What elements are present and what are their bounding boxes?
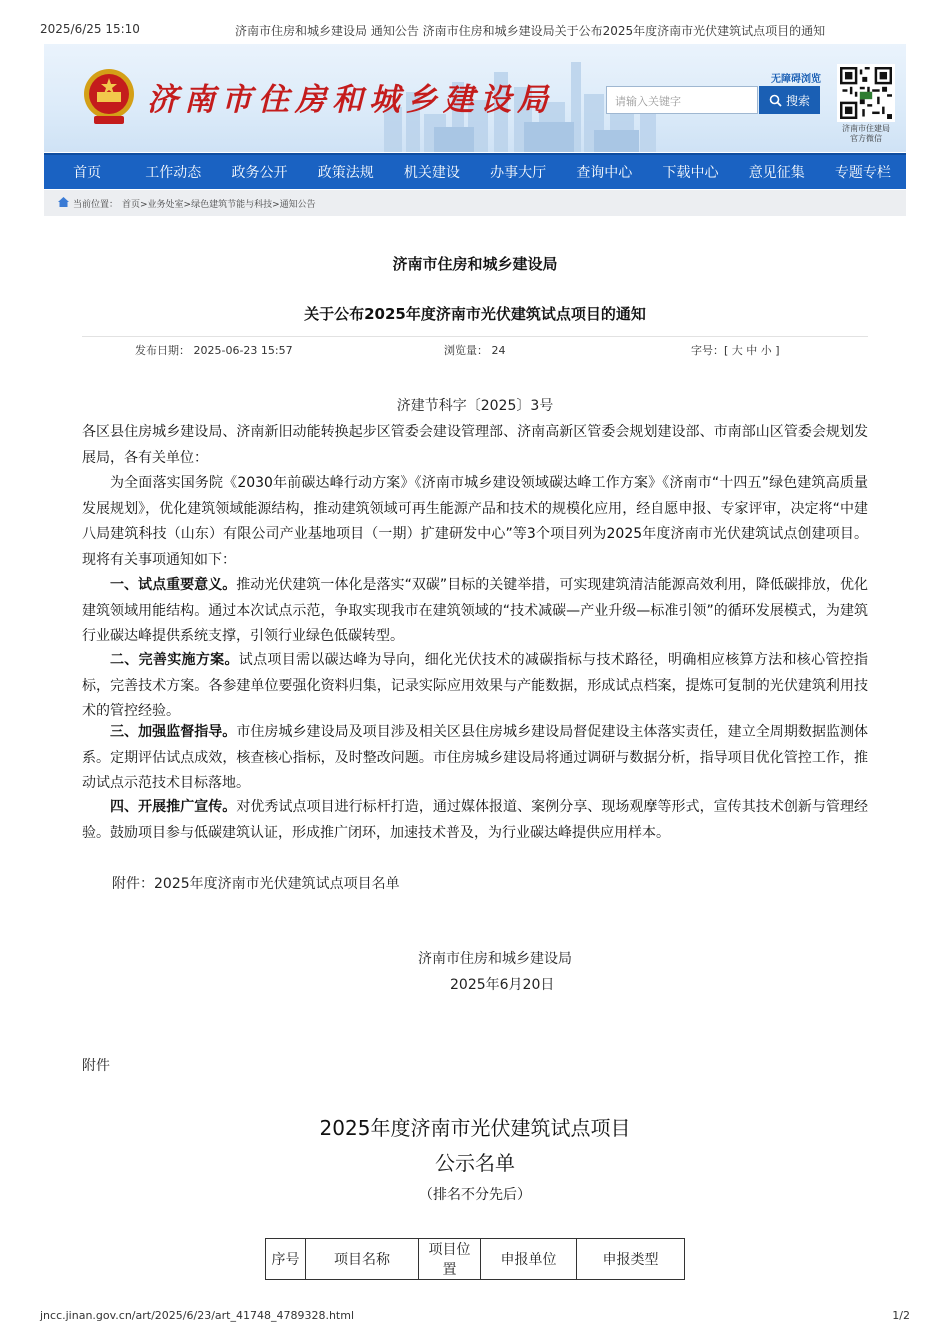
section-heading: 一、试点重要意义。 <box>110 577 237 593</box>
print-header <box>40 22 910 38</box>
attachment-list-title: 2025年度济南市光伏建筑试点项目 <box>319 1116 631 1140</box>
column-header-applicant: 申报单位 <box>481 1239 577 1280</box>
column-header-index: 序号 <box>266 1239 306 1280</box>
section-heading: 二、完善实施方案。 <box>110 652 239 668</box>
nav-item-download-center[interactable]: 下载中心 <box>662 165 719 181</box>
print-footer-url: jncc.jinan.gov.cn/art/2025/6/23/art_41748_4789328.html <box>40 1309 355 1322</box>
national-emblem-icon <box>82 66 136 126</box>
site-name-logo[interactable]: 济南市住房和城乡建设局 <box>147 82 554 118</box>
section-text: 对优秀试点项目进行标杆打造，通过媒体报道、案例分享、现场观摩等形式，宣传其技术创新与管理经验。鼓励项目参与低碳建筑认证，形成推广闭环，加速技术普及，为行业碳达峰提供应用样本。 <box>82 799 869 841</box>
print-page-title: 济南市住房和城乡建设局 通知公告 济南市住房和城乡建设局关于公布2025年度济南市光伏建筑试点项目的通知 <box>235 24 826 38</box>
document-number: 济建节科字〔2025〕3号 <box>396 398 554 414</box>
attachment-list-subtitle: 公示名单 <box>435 1151 515 1175</box>
breadcrumb-label: 当前位置： <box>73 200 119 210</box>
publish-date: 发布日期： 2025-06-23 15:57 <box>135 344 293 357</box>
nav-item-work-news[interactable]: 工作动态 <box>145 165 202 181</box>
search-input[interactable]: 请输入关键字 <box>606 86 758 114</box>
section-paragraph <box>82 648 868 725</box>
column-header-project-name: 项目名称 <box>306 1239 419 1280</box>
nav-item-special-topics[interactable]: 专题专栏 <box>834 165 891 181</box>
breadcrumb <box>44 190 906 216</box>
search-button[interactable] <box>759 86 820 114</box>
signature-org: 济南市住房和城乡建设局 <box>418 951 572 967</box>
print-datetime: 2025/6/25 15:10 <box>40 22 140 36</box>
search-icon <box>769 94 782 107</box>
attachment-note[interactable]: 附件：2025年度济南市光伏建筑试点项目名单 <box>112 876 400 892</box>
nav-item-home[interactable]: 首页 <box>73 165 102 181</box>
qr-caption-line1: 济南市住建局 <box>842 124 890 133</box>
article-org: 济南市住房和城乡建设局 <box>392 255 558 273</box>
article-title: 关于公布2025年度济南市光伏建筑试点项目的通知 <box>304 305 646 323</box>
project-list-table <box>265 1238 685 1280</box>
wechat-qr-code <box>837 64 895 122</box>
section-text: 试点项目需以碳达峰为导向，细化光伏技术的减碳指标与技术路径，明确相应核算方法和核心管控指标，完善技术方案。各参建单位要强化资料归集，记录实际应用效果与产能数据，形成试点档案，提炼可复制的光伏建筑利用技术的管控经验。 <box>82 652 869 719</box>
meta-divider <box>82 336 868 337</box>
section-heading: 三、加强监督指导。 <box>110 724 237 740</box>
column-header-application-type: 申报类型 <box>577 1239 685 1280</box>
search-button-label: 搜索 <box>785 93 810 108</box>
section-paragraph <box>82 720 868 797</box>
site-banner <box>44 44 906 152</box>
main-nav <box>44 153 906 189</box>
table-header-row <box>266 1239 685 1280</box>
nav-item-service-hall[interactable]: 办事大厅 <box>490 165 547 181</box>
attachment-list-note: （排名不分先后） <box>419 1187 531 1203</box>
print-footer-page: 1/2 <box>892 1309 910 1322</box>
home-icon <box>58 197 69 207</box>
qr-caption <box>831 124 901 144</box>
view-count: 浏览量： 24 <box>444 344 506 357</box>
section-paragraph <box>82 573 868 650</box>
intro-paragraph: 为全面落实国务院《2030年前碳达峰行动方案》《济南市城乡建设领域碳达峰工作方案》《济南市“十四五”绿色建筑高质量发展规划》，优化建筑领域能源结构，推动建筑领域可再生能源产品和技术的规模化应用，经自愿申报、专家评审，决定将“中建八局建筑科技（山东）有限公司产业基地项目（一期）扩建研发中心”等3个项目列为2025年度济南市光伏建筑试点创建项目。现将有关事项通知如下： <box>82 475 868 568</box>
section-text: 市住房城乡建设局及项目涉及相关区县住房城乡建设局督促建设主体落实责任，建立全周期数据监测体系。定期评估试点成效，核查核心指标，及时整改问题。市住房城乡建设局将通过调研与数据分析，指导项目优化管控工作，推动试点示范技术目标落地。 <box>82 724 869 791</box>
addressees: 各区县住房城乡建设局、济南新旧动能转换起步区管委会建设管理部、济南高新区管委会规划建设部、市南部山区管委会规划发展局，各有关单位： <box>82 424 868 466</box>
font-size-switcher[interactable]: 字号：[ 大 中 小 ] <box>691 344 780 357</box>
accessibility-link[interactable]: 无障碍浏览 <box>771 74 821 85</box>
column-header-project-location: 项目位置 <box>419 1239 481 1280</box>
qr-caption-line2: 官方微信 <box>850 134 882 143</box>
nav-item-query-center[interactable]: 查询中心 <box>576 165 633 181</box>
nav-item-opinion-collection[interactable]: 意见征集 <box>748 165 805 181</box>
section-text: 推动光伏建筑一体化是落实“双碳”目标的关键举措，可实现建筑清洁能源高效利用，降低碳排放，优化建筑领域用能结构。通过本次试点示范，争取实现我市在建筑领域的“技术减碳—产业升级—标准引领”的循环发展模式，为建筑行业碳达峰提供系统支撑，引领行业绿色低碳转型。 <box>82 577 868 644</box>
signature-date: 2025年6月20日 <box>450 977 555 993</box>
breadcrumb-path[interactable]: 首页>业务处室>绿色建筑节能与科技>通知公告 <box>122 200 316 210</box>
section-paragraph <box>82 795 868 846</box>
nav-item-agency-building[interactable]: 机关建设 <box>403 165 460 181</box>
section-heading: 四、开展推广宣传。 <box>110 799 237 815</box>
nav-item-government-affairs[interactable]: 政务公开 <box>231 165 288 181</box>
attachment-label: 附件 <box>82 1058 110 1074</box>
nav-item-policies[interactable]: 政策法规 <box>317 165 374 181</box>
